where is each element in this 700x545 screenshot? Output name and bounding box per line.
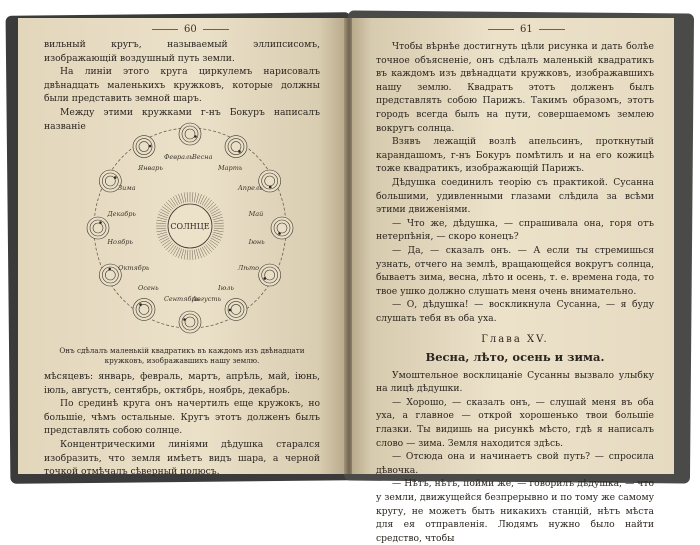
orbit-label: Октябрь	[118, 264, 150, 272]
sun-ray	[207, 243, 214, 250]
earth-globe	[225, 136, 247, 158]
sun-ray	[210, 240, 218, 246]
orbit-label: Январь	[137, 164, 163, 173]
page-number: 61	[482, 24, 571, 35]
paragraph: — Что же, дѣдушка, — спрашивала она, горя отъ нетерпѣнія, — скоро конецъ?	[376, 217, 654, 243]
earth-globe	[179, 311, 201, 333]
paragraph: — Отсюда она и начинаетъ свой путь? — спросила дѣвочка.	[376, 451, 654, 476]
sun-ray	[211, 238, 220, 243]
paragraph: Между этими кружками г-нъ Бокуръ написалъ названіе	[44, 106, 320, 132]
orbit-label: Іюнь	[248, 238, 265, 247]
sun-ray	[213, 232, 223, 235]
sun-ray	[192, 250, 193, 260]
orbit-label: Сентябрь	[163, 294, 200, 303]
orbit-label: Іюль	[218, 283, 234, 292]
left-bottom-text	[44, 370, 320, 479]
earth-globe	[271, 217, 293, 239]
sun-ray	[204, 198, 210, 206]
sun-ray	[213, 217, 223, 220]
sun-ray	[211, 209, 220, 214]
earth-globe	[225, 298, 247, 320]
sun-ray	[173, 197, 178, 206]
paragraph: На линіи этого круга циркулемъ нарисовалъ двѣнадцать маленькихъ кружковъ, которые должны были представить земной шаръ.	[44, 66, 320, 105]
sun-ray	[181, 193, 184, 203]
paragraph: — Нѣтъ, нѣтъ, пойми же, — говорилъ дѣдушка, — что у земли, движущейся безпрерывно и по тому же самому кругу, не можетъ быть никакихъ станцій, нѣтъ мѣста для ея отправленія. Людямъ нужно было найти средство, чтобы	[376, 478, 654, 544]
earth-globe	[179, 123, 201, 145]
orbit-label: Февраль	[163, 153, 193, 162]
sun-ray	[214, 223, 224, 224]
paragraph: — О, дѣдушка! — воскликнула Сусанна, — я буду слушать тебя въ оба уха.	[376, 299, 654, 324]
sun-ray	[184, 193, 186, 203]
orbit-label: Весна	[192, 153, 213, 162]
sun-ray	[202, 197, 207, 206]
orbit-diagram	[80, 118, 300, 338]
sun-ray	[210, 206, 218, 212]
sun-ray	[205, 244, 211, 252]
sun-ray	[196, 193, 199, 203]
sun-ray	[208, 204, 216, 210]
sun-ray	[194, 250, 196, 260]
earth-globe	[87, 217, 109, 239]
chapter-heading: Весна, лѣто, осень и зима.	[425, 350, 605, 365]
paragraph: — Хорошо, — сказалъ онъ, — слушай меня въ оба уха, а главное — открой хорошенько твои большіе глазки. Ты видишь на рисункѣ мѣсто, гдѣ я написалъ слово — зима. Земля находится здѣсь.	[376, 396, 654, 449]
sun-ray	[162, 206, 170, 212]
sun-ray	[184, 250, 186, 260]
paragraph: Умоштельное восклицаніе Сусанны вызвало улыбку на лицѣ дѣдушки.	[376, 369, 654, 395]
sun-label: СОЛНЦЕ	[170, 222, 210, 231]
paragraph: Концентрическими линіями дѣдушка старался изобразить, что земля имѣетъ видъ шара, а черной точкой отмѣчалъ сѣверный полюсъ.	[44, 438, 320, 478]
paragraph: Дѣдушка соединилъ теорію съ практикой. Сусанна большими, удивленными глазами слѣдила за всѣми этими движеніями.	[376, 176, 654, 216]
sun-ray	[156, 223, 166, 224]
sun-ray	[196, 249, 199, 259]
sun-ray	[157, 220, 167, 222]
orbit-label: Декабрь	[107, 209, 136, 218]
orbit-label: Августь	[192, 294, 222, 303]
orbit-label: Лѣто	[237, 264, 260, 272]
paragraph: — Да, — сказалъ онъ. — А если ты стремишься узнать, отчего на землѣ, вращающейся вокругъ солнца, бываетъ зима, весна, лѣто и осень, т. е. времена года, то твое ушко должно слушать меня очень внимательно.	[376, 244, 654, 297]
page-number: 60	[146, 24, 235, 35]
open-book	[8, 8, 692, 544]
paragraph: вильный кругъ, называемый эллипсисомъ, изображающій воздушный путь земли.	[44, 39, 320, 64]
earth-globe	[259, 264, 281, 286]
orbit-diagram-svg	[80, 118, 300, 338]
sun-ray	[170, 198, 176, 206]
right-text	[376, 40, 654, 545]
chapter-number: Глава XV.	[481, 334, 549, 346]
earth-globe	[133, 298, 155, 320]
orbit-label: Марть	[218, 164, 243, 173]
figure-caption: Онъ сдѣлалъ маленькій квадратикъ въ каждомъ изъ двѣнадцати кружковъ, изображавшихъ нашу землю.	[59, 346, 305, 365]
sun-ray	[207, 202, 214, 209]
orbit-label: Ноябрь	[107, 238, 133, 247]
sun-ray	[173, 247, 178, 256]
sun-ray	[214, 228, 224, 229]
sun-ray	[161, 209, 170, 214]
sun-ray	[157, 217, 167, 220]
sun-ray	[205, 200, 211, 208]
sun-ray	[214, 230, 224, 232]
sun-ray	[187, 192, 188, 202]
sun-ray	[168, 200, 174, 208]
earth-globe	[133, 136, 155, 158]
right-page	[352, 18, 674, 544]
sun-ray	[214, 220, 224, 222]
sun-ray	[164, 204, 172, 210]
sun-ray	[157, 232, 167, 235]
sun-ray	[194, 193, 196, 203]
sun-ray	[192, 192, 193, 202]
sun-ray	[156, 228, 166, 229]
paragraph: Взявъ лежащій возлѣ апельсинъ, проткнутый карандашомъ, г-нъ Бокуръ помѣтилъ и на его кожицѣ тоже квадратикъ, изображающій Парижъ.	[376, 136, 654, 175]
sun-ray	[187, 250, 188, 260]
orbit-label: Осень	[137, 283, 159, 292]
orbit-label: Зима	[118, 183, 136, 192]
paragraph: мѣсяцевъ: январь, февраль, мартъ, апрѣль, май, іюнь, іюль, августъ, сентябрь, октябрь, ноябрь, декабрь.	[44, 371, 320, 396]
paragraph: Чтобы вѣрнѣе достигнуть цѣли рисунка и дать болѣе точное объясненіе, онъ сдѣлалъ маленькій квадратикъ въ каждомъ изъ двѣнадцати кружковъ, изображавшихъ нашу землю. Квадратъ этотъ долженъ былъ представлять собою Парижъ. Такимъ образомъ, этотъ городъ всегда былъ на пути, совершаемомъ землею вокругъ солнца.	[376, 41, 654, 134]
sun-ray	[208, 241, 216, 247]
sun-ray	[161, 238, 170, 243]
sun-ray	[204, 246, 210, 254]
sun-ray	[168, 244, 174, 252]
sun-ray	[170, 246, 176, 254]
sun-ray	[166, 243, 173, 250]
sun-ray	[164, 241, 172, 247]
sun-ray	[166, 202, 173, 209]
sun-ray	[162, 240, 170, 246]
sun-ray	[202, 247, 207, 256]
sun-ray	[157, 230, 167, 232]
orbit-label: Апрель	[237, 183, 263, 192]
paragraph: По срединѣ круга онъ начертилъ еще кружокъ, но большіе, чѣмъ остальные. Кругъ этотъ долженъ былъ представлять собою солнце.	[44, 398, 320, 437]
left-page	[18, 18, 345, 478]
orbit-label: Май	[248, 209, 264, 218]
sun-ray	[181, 249, 184, 259]
